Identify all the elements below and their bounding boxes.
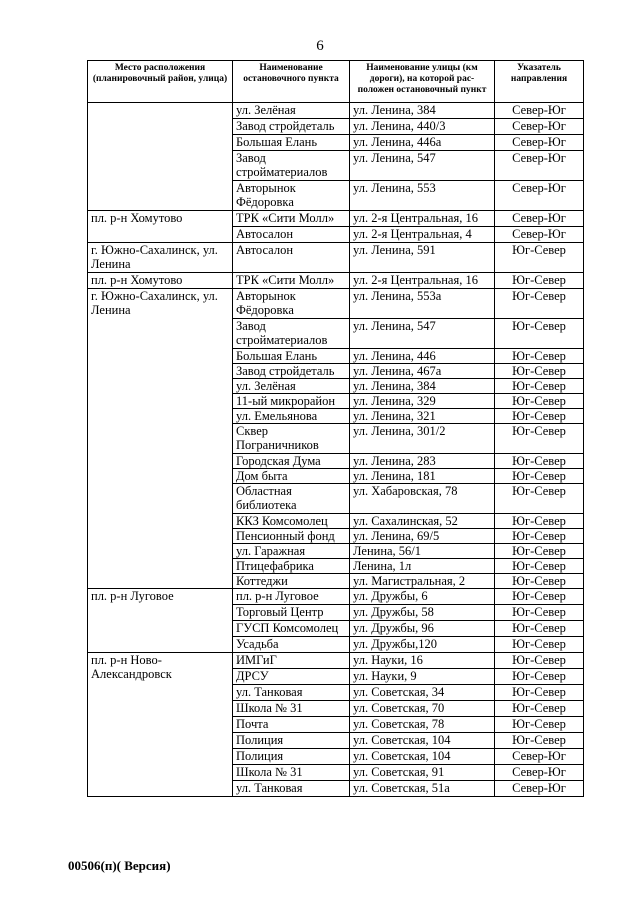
stop-cell: Завод стройматериалов (233, 319, 350, 349)
direction-cell: Юг-Север (495, 379, 584, 394)
direction-cell: Север-Юг (495, 211, 584, 227)
stop-cell: Областная библиотека (233, 484, 350, 514)
stop-cell: ул. Зелёная (233, 103, 350, 119)
stop-cell: Автосалон (233, 243, 350, 273)
direction-cell: Юг-Север (495, 621, 584, 637)
street-cell: ул. 2-я Центральная, 16 (350, 211, 495, 227)
stop-cell: ДРСУ (233, 669, 350, 685)
stop-cell: Большая Елань (233, 135, 350, 151)
street-cell: ул. Ленина, 547 (350, 151, 495, 181)
stop-cell: Завод стройдеталь (233, 119, 350, 135)
direction-cell: Юг-Север (495, 454, 584, 469)
direction-cell: Юг-Север (495, 605, 584, 621)
street-cell: ул. Ленина, 547 (350, 319, 495, 349)
stop-cell: ККЗ Комсомолец (233, 514, 350, 529)
location-cell (88, 103, 233, 211)
street-cell: ул. Ленина, 384 (350, 379, 495, 394)
stop-cell: ТРК «Сити Молл» (233, 273, 350, 289)
stop-cell: Сквер Пограничников (233, 424, 350, 454)
street-cell: ул. Советская, 78 (350, 717, 495, 733)
street-cell: ул. Советская, 34 (350, 685, 495, 701)
direction-cell: Север-Юг (495, 749, 584, 765)
street-cell: ул. Ленина, 467а (350, 364, 495, 379)
direction-cell: Север-Юг (495, 781, 584, 797)
page-number: 6 (316, 38, 324, 54)
street-cell: ул. Ленина, 446 (350, 349, 495, 364)
street-cell: ул. Ленина, 591 (350, 243, 495, 273)
table-row (88, 273, 584, 289)
table-row (88, 589, 584, 605)
direction-cell: Юг-Север (495, 733, 584, 749)
direction-cell: Юг-Север (495, 574, 584, 589)
stop-cell: ул. Танковая (233, 781, 350, 797)
direction-cell: Юг-Север (495, 559, 584, 574)
stop-cell: 11-ый микрорайон (233, 394, 350, 409)
direction-cell: Север-Юг (495, 119, 584, 135)
direction-cell: Юг-Север (495, 243, 584, 273)
stop-cell: Большая Елань (233, 349, 350, 364)
stop-cell: Пенсионный фонд (233, 529, 350, 544)
stop-cell: ул. Танковая (233, 685, 350, 701)
street-cell: ул. Советская, 70 (350, 701, 495, 717)
street-cell: ул. Советская, 51а (350, 781, 495, 797)
stop-cell: Автосалон (233, 227, 350, 243)
stop-cell: ИМГиГ (233, 653, 350, 669)
location-cell: пл. р-н Хомутово (88, 273, 233, 289)
stop-cell: Почта (233, 717, 350, 733)
street-cell: ул. Дружбы, 6 (350, 589, 495, 605)
stop-cell: Полиция (233, 733, 350, 749)
street-cell: ул. Ленина, 69/5 (350, 529, 495, 544)
direction-cell: Юг-Север (495, 484, 584, 514)
direction-cell: Юг-Север (495, 701, 584, 717)
direction-cell: Юг-Север (495, 469, 584, 484)
street-cell: ул. Ленина, 384 (350, 103, 495, 119)
street-cell: ул. 2-я Центральная, 16 (350, 273, 495, 289)
direction-cell: Север-Юг (495, 765, 584, 781)
stop-cell: Коттеджи (233, 574, 350, 589)
header-location: Место расположения (планировочный район, улица) (88, 61, 233, 103)
street-cell: ул. Ленина, 283 (350, 454, 495, 469)
direction-cell: Юг-Север (495, 637, 584, 653)
street-cell: ул. Дружбы, 58 (350, 605, 495, 621)
direction-cell: Юг-Север (495, 685, 584, 701)
direction-cell: Юг-Север (495, 424, 584, 454)
direction-cell: Север-Юг (495, 103, 584, 119)
table-row (88, 653, 584, 669)
direction-cell: Юг-Север (495, 717, 584, 733)
street-cell: Ленина, 1л (350, 559, 495, 574)
location-cell: г. Южно-Сахалинск, ул. Ленина (88, 289, 233, 589)
location-cell: пл. р-н Ново-Александровск (88, 653, 233, 797)
direction-cell: Север-Юг (495, 135, 584, 151)
table-header-row (88, 61, 584, 103)
street-cell: ул. Ленина, 329 (350, 394, 495, 409)
stop-cell: пл. р-н Луговое (233, 589, 350, 605)
stop-cell: Завод стройдеталь (233, 364, 350, 379)
table-row (88, 211, 584, 227)
street-cell: ул. Советская, 91 (350, 765, 495, 781)
stop-cell: Дом быта (233, 469, 350, 484)
street-cell: ул. Ленина, 553а (350, 289, 495, 319)
stop-cell: ул. Гаражная (233, 544, 350, 559)
header-street: Наименование улицы (км дороги), на которой рас-положен остановочный пункт (350, 61, 495, 103)
direction-cell: Юг-Север (495, 529, 584, 544)
table-row (88, 243, 584, 273)
direction-cell: Юг-Север (495, 349, 584, 364)
street-cell: ул. Науки, 16 (350, 653, 495, 669)
street-cell: ул. 2-я Центральная, 4 (350, 227, 495, 243)
stop-cell: Авторынок Фёдоровка (233, 289, 350, 319)
direction-cell: Юг-Север (495, 589, 584, 605)
street-cell: Ленина, 56/1 (350, 544, 495, 559)
direction-cell: Юг-Север (495, 544, 584, 559)
street-cell: ул. Сахалинская, 52 (350, 514, 495, 529)
direction-cell: Север-Юг (495, 227, 584, 243)
street-cell: ул. Дружбы,120 (350, 637, 495, 653)
street-cell: ул. Ленина, 181 (350, 469, 495, 484)
street-cell: ул. Ленина, 553 (350, 181, 495, 211)
street-cell: ул. Ленина, 301/2 (350, 424, 495, 454)
direction-cell: Юг-Север (495, 364, 584, 379)
street-cell: ул. Ленина, 446а (350, 135, 495, 151)
direction-cell: Юг-Север (495, 273, 584, 289)
table-row (88, 289, 584, 319)
street-cell: ул. Дружбы, 96 (350, 621, 495, 637)
direction-cell: Север-Юг (495, 151, 584, 181)
stop-cell: Торговый Центр (233, 605, 350, 621)
street-cell: ул. Магистральная, 2 (350, 574, 495, 589)
direction-cell: Юг-Север (495, 319, 584, 349)
stop-cell: ул. Зелёная (233, 379, 350, 394)
direction-cell: Юг-Север (495, 394, 584, 409)
header-stop: Наименование остановочного пункта (233, 61, 350, 103)
street-cell: ул. Хабаровская, 78 (350, 484, 495, 514)
direction-cell: Юг-Север (495, 669, 584, 685)
stop-cell: ГУСП Комсомолец (233, 621, 350, 637)
header-direction: Указатель направления (495, 61, 584, 103)
location-cell: г. Южно-Сахалинск, ул. Ленина (88, 243, 233, 273)
location-cell: пл. р-н Хомутово (88, 211, 233, 243)
street-cell: ул. Науки, 9 (350, 669, 495, 685)
stop-cell: Авторынок Фёдоровка (233, 181, 350, 211)
location-cell: пл. р-н Луговое (88, 589, 233, 653)
direction-cell: Север-Юг (495, 181, 584, 211)
stop-cell: Птицефабрика (233, 559, 350, 574)
stop-cell: Усадьба (233, 637, 350, 653)
stop-cell: ул. Емельянова (233, 409, 350, 424)
stop-cell: Завод стройматериалов (233, 151, 350, 181)
street-cell: ул. Советская, 104 (350, 749, 495, 765)
direction-cell: Юг-Север (495, 514, 584, 529)
stop-cell: ТРК «Сити Молл» (233, 211, 350, 227)
street-cell: ул. Ленина, 440/3 (350, 119, 495, 135)
street-cell: ул. Ленина, 321 (350, 409, 495, 424)
direction-cell: Юг-Север (495, 289, 584, 319)
street-cell: ул. Советская, 104 (350, 733, 495, 749)
direction-cell: Юг-Север (495, 653, 584, 669)
stop-cell: Полиция (233, 749, 350, 765)
table-row (88, 103, 584, 119)
stop-cell: Городская Дума (233, 454, 350, 469)
stop-cell: Школа № 31 (233, 701, 350, 717)
stop-cell: Школа № 31 (233, 765, 350, 781)
document-footer: 00506(п)( Версия) (68, 858, 171, 873)
bus-stops-table (87, 60, 584, 797)
direction-cell: Юг-Север (495, 409, 584, 424)
